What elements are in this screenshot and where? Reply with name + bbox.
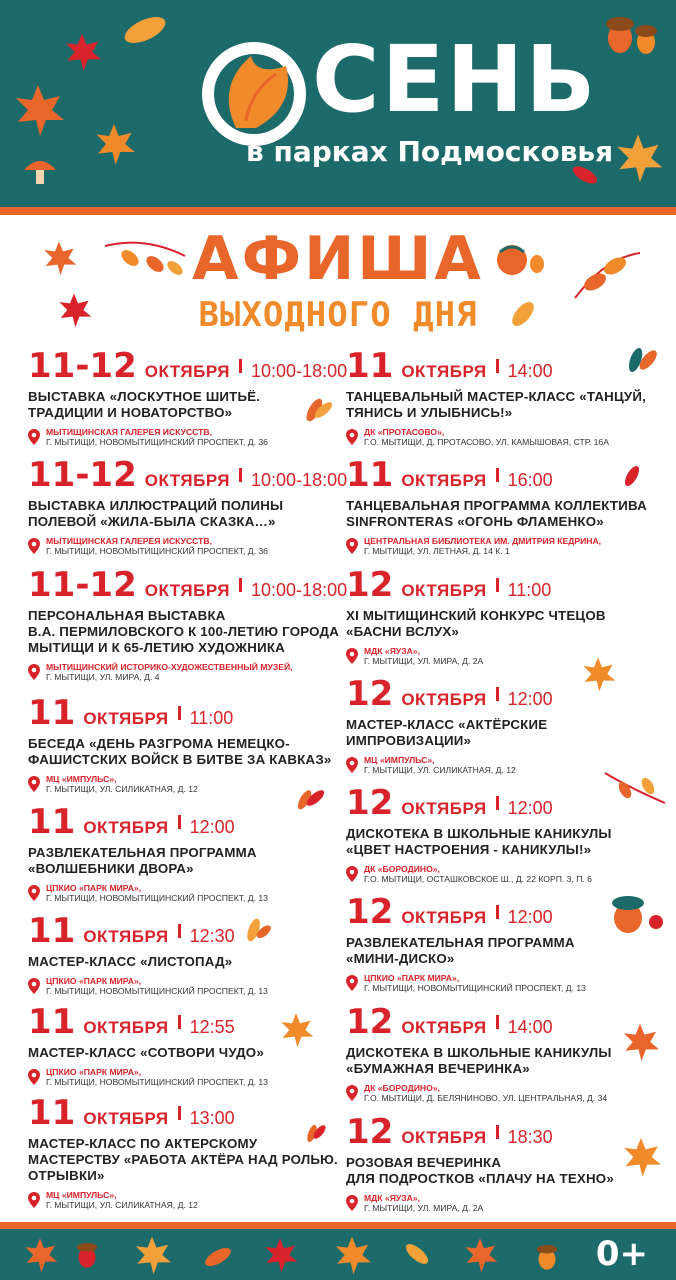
event-time: 13:00	[189, 1108, 235, 1128]
event-day: 11	[346, 455, 394, 495]
event-address: Г.О. МЫТИЩИ, ОСТАШКОВСКОЕ Ш., Д. 22 КОРП. 3, П. 6	[364, 874, 592, 884]
location-pin-icon	[346, 538, 358, 554]
event-title: РАЗВЛЕКАТЕЛЬНАЯ ПРОГРАММА «МИНИ-ДИСКО»	[346, 935, 575, 966]
maple-leaf-icon	[8, 80, 68, 140]
event-venue: ДК «БОРОДИНО»,	[364, 864, 440, 874]
separator	[496, 578, 499, 592]
event-address: Г. МЫТИЩИ, НОВОМЫТИЩИНСКИЙ ПРОСПЕКТ, Д. 36	[46, 546, 268, 556]
leaf-icon	[300, 1114, 330, 1150]
event-month: ОКТЯБРЯ	[144, 581, 231, 600]
event-location	[28, 976, 348, 996]
separator	[178, 1106, 181, 1120]
event-month: ОКТЯБРЯ	[83, 709, 169, 728]
separator	[178, 1015, 181, 1029]
event-location	[28, 427, 348, 447]
logo-word: СЕНЬ	[312, 26, 598, 133]
event-venue: ДК «ПРОТАСОВО»,	[364, 427, 445, 437]
event-date	[28, 456, 348, 494]
event-title: РОЗОВАЯ ВЕЧЕРИНКА ДЛЯ ПОДРОСТКОВ «ПЛАЧУ НА ТЕХНО»	[346, 1155, 614, 1186]
event-date	[28, 694, 348, 732]
event-month: ОКТЯБРЯ	[401, 908, 487, 927]
footer-banner	[0, 1229, 676, 1280]
event-card	[28, 1094, 348, 1210]
event-card	[28, 803, 348, 903]
event-venue: МЦ «ИМПУЛЬС»,	[46, 774, 117, 784]
event-address: Г. МЫТИЩИ, НОВОМЫТИЩИНСКИЙ ПРОСПЕКТ, Д. 36	[46, 437, 268, 447]
maple-leaf-icon	[460, 1235, 500, 1275]
separator	[178, 924, 181, 938]
event-day: 12	[346, 565, 394, 605]
event-address: Г. МЫТИЩИ, УЛ. МИРА, Д. 2А	[364, 656, 484, 666]
event-address: Г. МЫТИЩИ, УЛ. СИЛИКАТНАЯ, Д. 12	[364, 765, 516, 775]
separator	[496, 1015, 499, 1029]
leaf-icon	[620, 342, 662, 378]
location-pin-icon	[28, 664, 40, 680]
event-month: ОКТЯБРЯ	[83, 927, 169, 946]
event-address: Г. МЫТИЩИ, УЛ. ЛЕТНАЯ, Д. 14 К. 1	[364, 546, 510, 556]
separator	[239, 359, 242, 373]
event-day: 11	[28, 693, 76, 733]
event-card	[346, 347, 666, 447]
event-location	[28, 536, 348, 556]
maple-leaf-icon	[330, 1233, 374, 1277]
event-venue: МЫТИЩИНСКАЯ ГАЛЕРЕЯ ИСКУССТВ,	[46, 536, 213, 546]
event-address: Г. МЫТИЩИ, НОВОМЫТИЩИНСКИЙ ПРОСПЕКТ, Д. 13	[46, 1077, 268, 1087]
event-time: 14:00	[507, 361, 553, 381]
event-day: 11-12	[28, 346, 137, 386]
event-day: 12	[346, 1112, 394, 1152]
event-location	[28, 1067, 348, 1087]
location-pin-icon	[346, 648, 358, 664]
event-address: Г. МЫТИЩИ, НОВОМЫТИЩИНСКИЙ ПРОСПЕКТ, Д. 13	[46, 893, 268, 903]
event-address: Г. МЫТИЩИ, УЛ. СИЛИКАТНАЯ, Д. 12	[46, 1200, 198, 1210]
event-location	[346, 1193, 666, 1213]
location-pin-icon	[346, 757, 358, 773]
event-day: 11	[28, 802, 76, 842]
mushroom-icon	[20, 150, 60, 190]
event-venue: ЦЕНТРАЛЬНАЯ БИБЛИОТЕКА ИМ. ДМИТРИЯ КЕДРИНА,	[364, 536, 602, 546]
separator	[496, 687, 499, 701]
branch-leaves-icon	[600, 768, 670, 808]
event-time: 12:00	[189, 817, 235, 837]
event-venue: ЦПКИО «ПАРК МИРА»,	[364, 973, 460, 983]
event-day: 11-12	[28, 455, 137, 495]
event-location	[28, 883, 348, 903]
separator	[178, 815, 181, 829]
event-day: 12	[346, 1002, 394, 1042]
location-pin-icon	[28, 1069, 40, 1085]
event-address: Г. МЫТИЩИ, УЛ. СИЛИКАТНАЯ, Д. 12	[46, 784, 198, 794]
event-time: 12:00	[507, 907, 553, 927]
event-address: Г. МЫТИЩИ, УЛ. МИРА, Д. 4	[46, 672, 160, 682]
event-location	[346, 536, 666, 556]
event-title: XI МЫТИЩИНСКИЙ КОНКУРС ЧТЕЦОВ «БАСНИ ВСЛУХ»	[346, 608, 606, 639]
location-pin-icon	[28, 429, 40, 445]
event-day: 11	[28, 911, 76, 951]
event-location	[346, 427, 666, 447]
event-month: ОКТЯБРЯ	[401, 362, 487, 381]
maple-leaf-icon	[274, 1010, 318, 1050]
separator	[496, 1125, 499, 1139]
maple-leaf-icon	[130, 1233, 174, 1277]
event-title: ДИСКОТЕКА В ШКОЛЬНЫЕ КАНИКУЛЫ «БУМАЖНАЯ ВЕЧЕРИНКА»	[346, 1045, 612, 1076]
event-address: Г. МЫТИЩИ, НОВОМЫТИЩИНСКИЙ ПРОСПЕКТ, Д. 13	[364, 983, 586, 993]
event-time: 11:00	[507, 580, 552, 600]
separator	[496, 796, 499, 810]
event-time: 12:00	[507, 689, 553, 709]
event-title: ВЫСТАВКА ИЛЛЮСТРАЦИЙ ПОЛИНЫ ПОЛЕВОЙ «ЖИЛА-БЫЛА СКАЗКА…»	[28, 498, 284, 529]
acorn-icon	[530, 1239, 564, 1273]
event-title: ТАНЦЕВАЛЬНЫЙ МАСТЕР-КЛАСС «ТАНЦУЙ, ТЯНИСЬ И УЛЫБНИСЬ!»	[346, 389, 646, 420]
event-time: 16:00	[507, 470, 553, 490]
separator	[239, 468, 242, 482]
maple-leaf-icon	[20, 1235, 60, 1275]
maple-leaf-icon	[574, 654, 622, 694]
event-venue: ЦПКИО «ПАРК МИРА»,	[46, 883, 142, 893]
location-pin-icon	[28, 1192, 40, 1208]
event-venue: ЦПКИО «ПАРК МИРА»,	[46, 1067, 142, 1077]
event-month: ОКТЯБРЯ	[401, 799, 487, 818]
event-venue: МЦ «ИМПУЛЬС»,	[364, 755, 435, 765]
event-card	[28, 456, 348, 556]
event-time: 12:55	[189, 1017, 235, 1037]
location-pin-icon	[28, 538, 40, 554]
leaf-icon	[120, 10, 170, 50]
event-month: ОКТЯБРЯ	[401, 471, 487, 490]
separator	[239, 578, 242, 592]
event-time: 12:30	[189, 926, 235, 946]
event-date	[28, 566, 348, 604]
leaf-icon	[300, 392, 336, 428]
event-title: РАЗВЛЕКАТЕЛЬНАЯ ПРОГРАММА «ВОЛШЕБНИКИ ДВОРА»	[28, 845, 257, 876]
event-location	[346, 864, 666, 884]
location-pin-icon	[28, 978, 40, 994]
event-location	[28, 1190, 348, 1210]
maple-leaf-icon	[260, 1235, 300, 1275]
event-title: МАСТЕР-КЛАСС «ЛИСТОПАД»	[28, 954, 233, 969]
event-card	[28, 694, 348, 794]
event-title: ТАНЦЕВАЛЬНАЯ ПРОГРАММА КОЛЛЕКТИВА SINFRONTERAS «ОГОНЬ ФЛАМЕНКО»	[346, 498, 647, 529]
event-day: 11	[346, 346, 394, 386]
event-title: ПЕРСОНАЛЬНАЯ ВЫСТАВКА В.А. ПЕРМИЛОВСКОГО К 100-ЛЕТИЮ ГОРОДА МЫТИЩИ И К 65-ЛЕТИЮ ХУДОЖНИКА	[28, 608, 340, 655]
event-location	[346, 1083, 666, 1103]
leaf-icon	[240, 912, 274, 948]
event-title: МАСТЕР-КЛАСС ПО АКТЕРСКОМУ МАСТЕРСТВУ «РАБОТА АКТЁРА НАД РОЛЬЮ. ОТРЫВКИ»	[28, 1136, 338, 1183]
maple-leaf-icon	[90, 120, 138, 168]
separator	[496, 905, 499, 919]
separator	[178, 706, 181, 720]
event-address: Г. МЫТИЩИ, НОВОМЫТИЩИНСКИЙ ПРОСПЕКТ, Д. 13	[46, 986, 268, 996]
location-pin-icon	[346, 1085, 358, 1101]
acorn-icon	[606, 892, 666, 936]
event-date	[28, 347, 348, 385]
event-date	[346, 566, 666, 604]
footer-stripe	[0, 1222, 676, 1229]
leaf-icon	[200, 1239, 236, 1275]
acorn-icon	[600, 10, 660, 60]
event-time: 14:00	[507, 1017, 553, 1037]
event-address: Г. МЫТИЩИ, УЛ. МИРА, Д. 2А	[364, 1203, 484, 1213]
event-day: 11	[28, 1093, 76, 1133]
event-day: 12	[346, 674, 394, 714]
event-month: ОКТЯБРЯ	[401, 1128, 487, 1147]
event-title: ВЫСТАВКА «ЛОСКУТНОЕ ШИТЬЁ. ТРАДИЦИИ И НОВАТОРСТВО»	[28, 389, 261, 420]
separator	[496, 359, 499, 373]
event-card	[28, 912, 348, 996]
event-date	[346, 347, 666, 385]
event-title: МАСТЕР-КЛАСС «СОТВОРИ ЧУДО»	[28, 1045, 264, 1060]
acorn-icon	[70, 1237, 104, 1271]
event-location	[28, 662, 348, 682]
event-month: ОКТЯБРЯ	[401, 1018, 487, 1037]
event-venue: МЫТИЩИНСКАЯ ГАЛЕРЕЯ ИСКУССТВ,	[46, 427, 213, 437]
header-stripe	[0, 207, 676, 215]
event-location	[346, 973, 666, 993]
event-time: 18:30	[507, 1127, 553, 1147]
logo-subtitle: в парках Подмосковья	[246, 135, 614, 168]
location-pin-icon	[28, 776, 40, 792]
event-month: ОКТЯБРЯ	[83, 818, 169, 837]
event-venue: МЫТИЩИНСКИЙ ИСТОРИКО-ХУДОЖЕСТВЕННЫЙ МУЗЕЙ,	[46, 662, 293, 672]
location-pin-icon	[346, 975, 358, 991]
age-rating: 0+	[595, 1234, 648, 1274]
event-time: 10:00-18:00	[251, 470, 348, 490]
event-address: Г.О. МЫТИЩИ, Д. БЕЛЯНИНОВО, УЛ. ЦЕНТРАЛЬНАЯ, Д. 34	[364, 1093, 608, 1103]
event-time: 10:00-18:00	[251, 580, 348, 600]
leaf-icon	[618, 460, 646, 492]
event-month: ОКТЯБРЯ	[401, 581, 487, 600]
event-month: ОКТЯБРЯ	[83, 1109, 169, 1128]
event-venue: ЦПКИО «ПАРК МИРА»,	[46, 976, 142, 986]
event-time: 10:00-18:00	[251, 361, 348, 381]
location-pin-icon	[346, 1195, 358, 1211]
logo-leaf-o-icon	[196, 36, 314, 146]
event-date	[28, 912, 348, 950]
event-title: ДИСКОТЕКА В ШКОЛЬНЫЕ КАНИКУЛЫ «ЦВЕТ НАСТРОЕНИЯ - КАНИКУЛЫ!»	[346, 826, 612, 857]
maple-leaf-icon	[618, 1020, 662, 1064]
location-pin-icon	[28, 885, 40, 901]
event-day: 11-12	[28, 565, 137, 605]
event-month: ОКТЯБРЯ	[83, 1018, 169, 1037]
event-card	[346, 566, 666, 666]
location-pin-icon	[346, 866, 358, 882]
maple-leaf-icon	[618, 1134, 664, 1180]
event-title: МАСТЕР-КЛАСС «АКТЁРСКИЕ ИМПРОВИЗАЦИИ»	[346, 717, 548, 748]
leaf-icon	[292, 780, 328, 816]
event-card	[28, 566, 348, 682]
maple-leaf-icon	[60, 30, 104, 74]
event-venue: ДК «БОРОДИНО»,	[364, 1083, 440, 1093]
header-banner	[0, 0, 676, 207]
event-venue: МДК «ЯУЗА»,	[364, 1193, 420, 1203]
separator	[496, 468, 499, 482]
event-day: 12	[346, 892, 394, 932]
event-venue: МЦ «ИМПУЛЬС»,	[46, 1190, 117, 1200]
event-title: БЕСЕДА «ДЕНЬ РАЗГРОМА НЕМЕЦКО- ФАШИСТСКИХ ВОЙСК В БИТВЕ ЗА КАВКАЗ»	[28, 736, 332, 767]
event-time: 12:00	[507, 798, 553, 818]
maple-leaf-icon	[610, 130, 666, 186]
event-month: ОКТЯБРЯ	[401, 690, 487, 709]
poster-subtitle: ВЫХОДНОГО ДНЯ	[198, 295, 478, 335]
event-venue: МДК «ЯУЗА»,	[364, 646, 420, 656]
poster-title: АФИША	[192, 224, 484, 294]
event-month: ОКТЯБРЯ	[144, 471, 231, 490]
location-pin-icon	[346, 429, 358, 445]
event-time: 11:00	[189, 708, 234, 728]
leaf-icon	[400, 1237, 434, 1271]
event-address: Г.О. МЫТИЩИ, Д. ПРОТАСОВО, УЛ. КАМЫШОВАЯ, СТР. 16А	[364, 437, 609, 447]
event-day: 11	[28, 1002, 76, 1042]
event-day: 12	[346, 783, 394, 823]
event-month: ОКТЯБРЯ	[144, 362, 231, 381]
